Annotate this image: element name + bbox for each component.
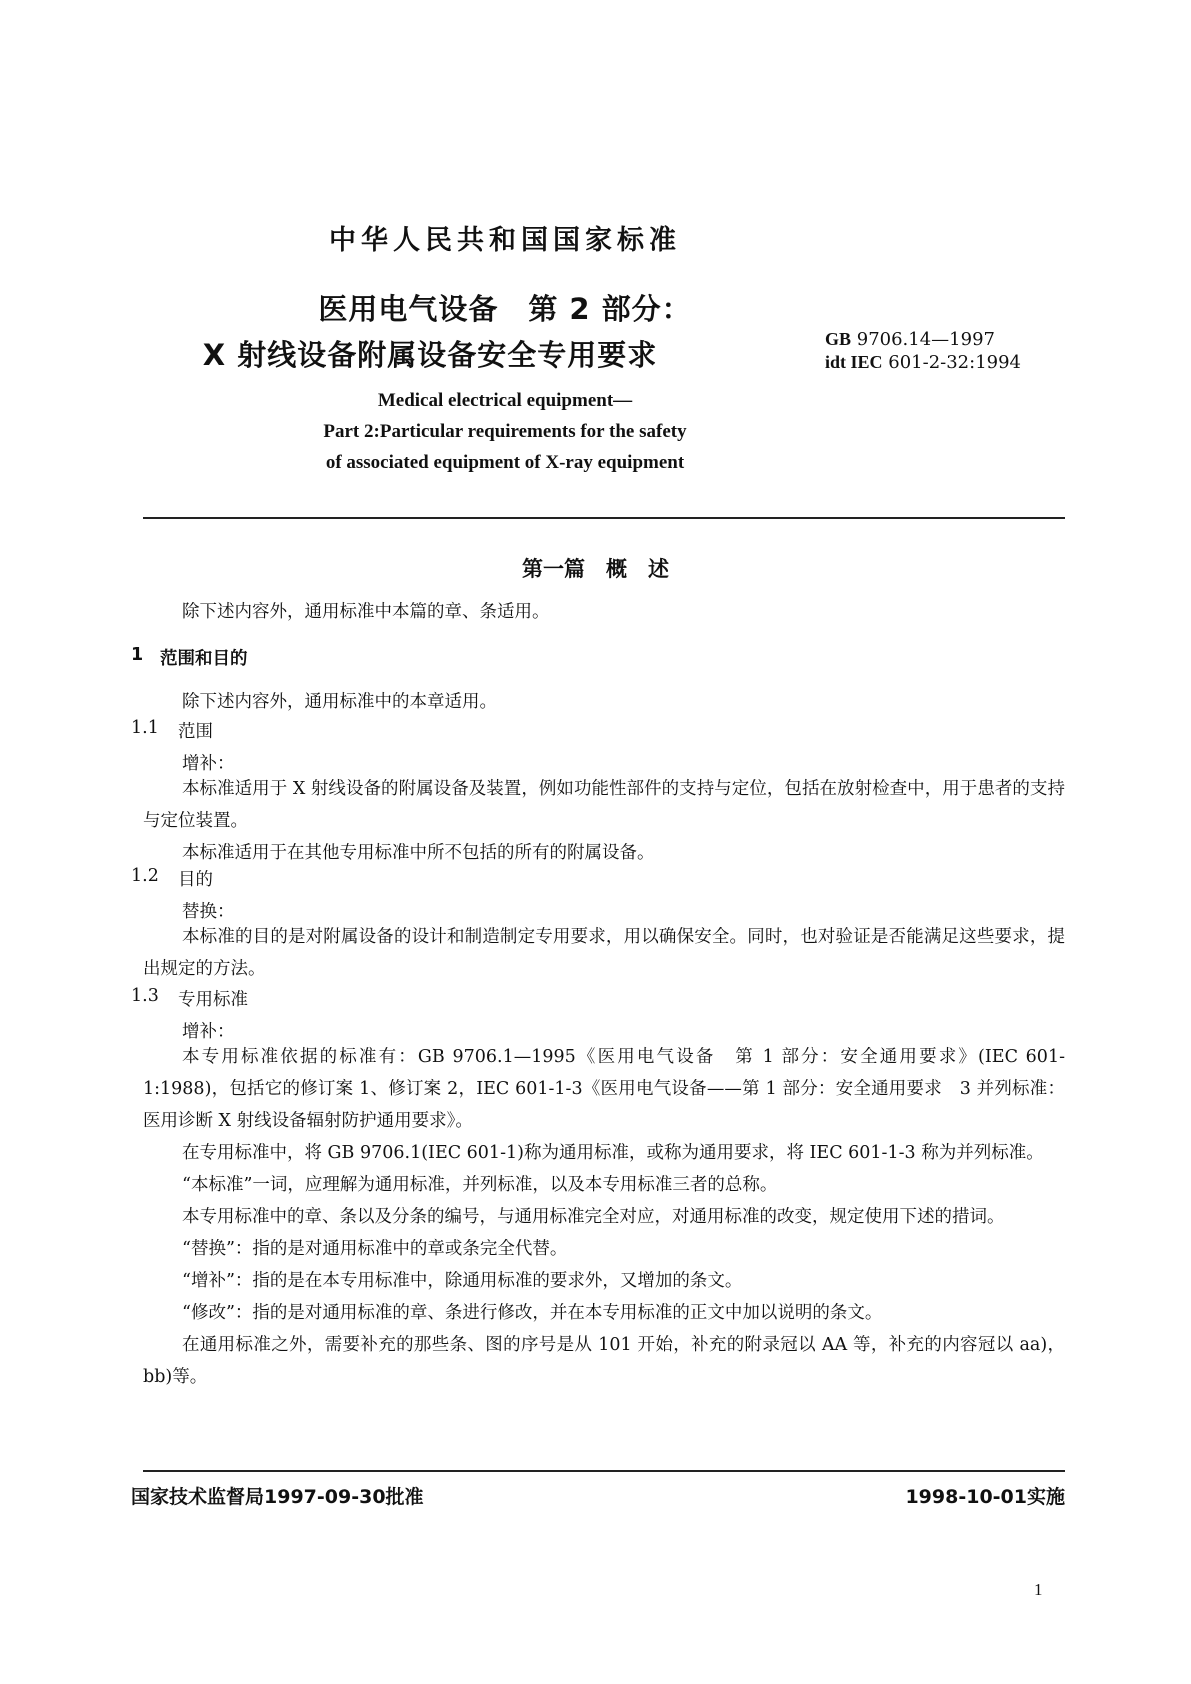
section-1-intro: 除下述内容外，通用标准中的本章适用。: [182, 692, 497, 712]
clause-1-3-para-3: “本标准”一词，应理解为通用标准，并列标准，以及本专用标准三者的总称。: [182, 1175, 778, 1195]
clause-1-2-title: 目的: [178, 870, 213, 890]
clause-1-3-title: 专用标准: [178, 990, 248, 1010]
clause-1-2-keyword: 替换：: [182, 902, 235, 922]
standard-code: [825, 328, 1021, 374]
clause-1-1-keyword: 增补：: [182, 754, 235, 774]
clause-1-1-para-2: 本标准适用于在其他专用标准中所不包括的所有的附属设备。: [182, 843, 655, 863]
clause-1-3-para-2: 在专用标准中，将 GB 9706.1(IEC 601-1)称为通用标准，或称为通用要求，将 IEC 601-1-3 称为并列标准。: [182, 1143, 1044, 1163]
effective-date: 1998-10-01实施: [905, 1486, 1065, 1508]
clause-1-3-para-5: “替换”：指的是对通用标准中的章或条完全代替。: [182, 1239, 568, 1259]
clause-1-1-para-1: 本标准适用于 X 射线设备的附属设备及装置，例如功能性部件的支持与定位，包括在放射检查中，用于患者的支持与定位装置。: [143, 779, 1065, 831]
clause-1-1-number: 1.1: [131, 718, 159, 738]
clause-1-3-para-6: “增补”：指的是在本专用标准中，除通用标准的要求外，又增加的条文。: [182, 1271, 743, 1291]
clause-1-3-number: 1.3: [131, 986, 159, 1006]
title-cn-line-2: X 射线设备附属设备安全专用要求: [202, 338, 658, 372]
clause-1-2-para-1: 本标准的目的是对附属设备的设计和制造制定专用要求，用以确保安全。同时，也对验证是否能满足这些要求，提出规定的方法。: [143, 927, 1065, 979]
part-intro: 除下述内容外，通用标准中本篇的章、条适用。: [182, 602, 550, 622]
section-1-number: 1: [131, 645, 144, 665]
clause-1-3-para-8: 在通用标准之外，需要补充的那些条、图的序号是从 101 开始，补充的附录冠以 AA 等，补充的内容冠以 aa)，bb)等。: [143, 1335, 1065, 1387]
clause-1-2-body: [143, 921, 1065, 985]
header-divider: [143, 517, 1065, 519]
clause-1-1-body: [143, 773, 1065, 869]
clause-1-1-title: 范围: [178, 722, 213, 742]
clause-1-3-para-4: 本专用标准中的章、条以及分条的编号，与通用标准完全对应，对通用标准的改变，规定使用下述的措词。: [182, 1207, 1005, 1227]
clause-1-2-number: 1.2: [131, 866, 159, 886]
clause-1-3-keyword: 增补：: [182, 1022, 235, 1042]
title-cn-line-1: 医用电气设备 第 2 部分：: [318, 292, 692, 326]
title-en-line-3: of associated equipment of X-ray equipment: [325, 452, 685, 473]
footer-divider: [143, 1470, 1065, 1472]
page-number: 1: [1034, 1580, 1043, 1599]
clause-1-3-para-7: “修改”：指的是对通用标准的章、条进行修改，并在本专用标准的正文中加以说明的条文。: [182, 1303, 883, 1323]
code-prefix: GB: [825, 329, 852, 349]
idt-number: 601-2-32:1994: [888, 352, 1021, 373]
approval-date: 国家技术监督局1997-09-30批准: [131, 1486, 424, 1508]
idt-prefix: idt IEC: [825, 352, 883, 372]
title-en-line-1: Medical electrical equipment—: [377, 390, 633, 411]
part-heading: 第一篇 概 述: [522, 557, 669, 581]
section-1-title: 范围和目的: [160, 649, 248, 669]
clause-1-3-para-1: 本专用标准依据的标准有：GB 9706.1—1995《医用电气设备 第 1 部分：安全通用要求》(IEC 601-1:1988)，包括它的修订案 1、修订案 2，IEC 601-1-3《医用电气设备——第 1 部分：安全通用要求 3 并列标准：医用诊断 X 射线设备辐射防护通用要求》。: [143, 1047, 1065, 1131]
code-number: 9706.14—1997: [856, 329, 995, 350]
title-en-line-2: Part 2:Particular requirements for the safety: [323, 421, 687, 442]
clause-1-3-body: [143, 1041, 1065, 1393]
standard-type-heading: 中华人民共和国国家标准: [329, 225, 681, 256]
